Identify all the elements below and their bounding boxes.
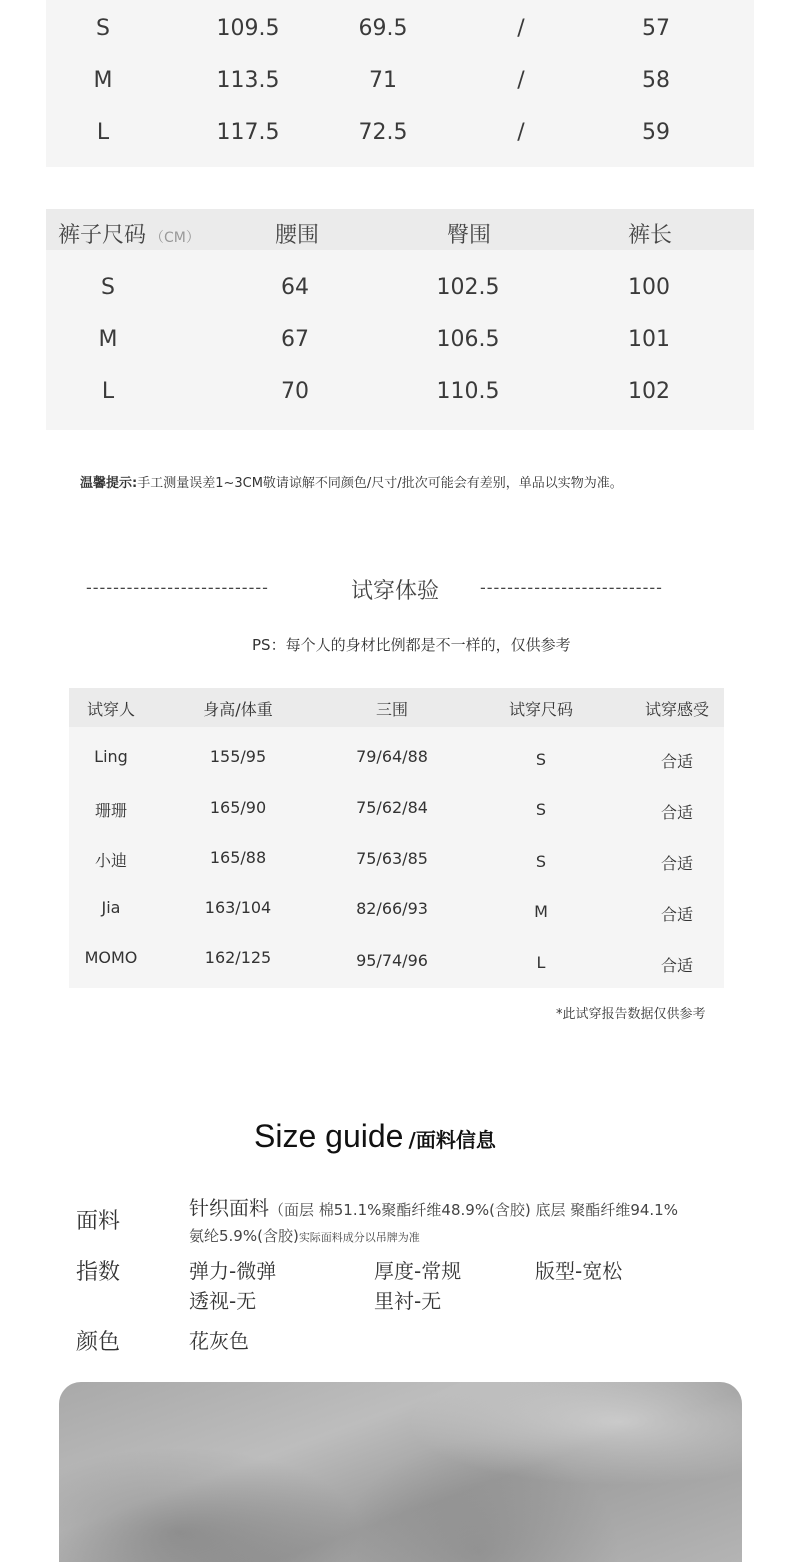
try-on-cell: 155/95 (209, 747, 267, 766)
pants-table-cell: 70 (281, 379, 309, 404)
top-table-cell: 58 (642, 68, 670, 93)
try-on-title: 试穿体验 (351, 579, 440, 604)
fabric-label: 面料 (76, 1209, 121, 1234)
try-on-cell: 82/66/93 (356, 899, 428, 918)
pants-table-cell: 64 (281, 275, 309, 300)
top-table-cell: 71 (369, 68, 397, 93)
pants-table-cell: 101 (628, 327, 670, 352)
try-on-cell: L (536, 953, 546, 972)
unit-label: （CM） (150, 230, 200, 246)
try-on-header-cell: 身高/体重 (203, 700, 273, 719)
pants-table-cell: 67 (281, 327, 309, 352)
try-on-cell: MOMO (84, 948, 138, 967)
try-on-cell: 75/63/85 (356, 849, 428, 868)
index-elasticity: 弹力-微弹 (189, 1259, 277, 1283)
pants-table-cell: 102 (628, 379, 670, 404)
top-table-cell: L (96, 120, 110, 145)
try-on-cell: M (534, 902, 548, 921)
top-table-cell: 57 (642, 16, 670, 41)
try-on-cell: 合适 (660, 803, 694, 822)
pants-table-cell: 106.5 (436, 327, 500, 352)
top-table-cell: / (517, 68, 525, 93)
try-on-header-cell: 试穿人 (86, 700, 136, 719)
try-on-header-cell: 试穿尺码 (508, 700, 574, 719)
color-value: 花灰色 (189, 1329, 249, 1353)
top-table-cell: M (93, 68, 113, 93)
index-thickness: 厚度-常规 (374, 1259, 462, 1283)
try-on-cell: 95/74/96 (356, 951, 428, 970)
try-on-cell: 163/104 (204, 898, 272, 917)
size-guide-subtitle: /面料信息 (408, 1128, 496, 1152)
top-table-cell: / (517, 16, 525, 41)
try-on-cell: S (535, 750, 547, 769)
try-on-cell: 合适 (660, 905, 694, 924)
fabric-detail-note: 实际面料成分以吊牌为准 (298, 1231, 420, 1244)
try-on-cell: Ling (94, 747, 128, 766)
try-on-cell: 合适 (660, 956, 694, 975)
fabric-name: 针织面料 (189, 1196, 269, 1220)
try-on-cell: S (535, 800, 547, 819)
size-guide-heading (254, 1118, 496, 1155)
top-table-cell: 113.5 (216, 68, 280, 93)
try-on-table (69, 688, 724, 988)
try-on-ps: PS：每个人的身材比例都是不一样的，仅供参考 (252, 636, 571, 654)
pants-table-title: 裤子尺码 （CM） (58, 223, 200, 248)
try-on-cell: S (535, 852, 547, 871)
fabric-line-1 (189, 1192, 678, 1221)
measurement-tip (80, 472, 623, 491)
tip-text: 手工测量误差1~3CM敬请谅解不同颜色/尺寸/批次可能会有差别，单品以实物为准。 (137, 476, 623, 491)
pants-header-length: 裤长 (627, 223, 673, 248)
try-on-header-cell: 三围 (375, 700, 409, 719)
index-label: 指数 (76, 1260, 121, 1285)
color-label: 颜色 (76, 1330, 121, 1355)
divider-right: --------------------------- (480, 578, 663, 597)
try-on-footnote: *此试穿报告数据仅供参考 (556, 1007, 706, 1022)
pants-table-cell: M (98, 327, 118, 352)
top-table-cell: 117.5 (216, 120, 280, 145)
top-table-cell: 109.5 (216, 16, 280, 41)
try-on-cell: 小迪 (94, 851, 128, 870)
size-guide-title: Size guide (254, 1118, 404, 1154)
fabric-detail-1: （面层 棉51.1%聚酯纤维48.9%(含胶) 底层 聚酯纤维94.1% (269, 1201, 678, 1219)
top-table-cell: S (96, 16, 110, 41)
top-table-cell: 72.5 (358, 120, 408, 145)
pants-table-cell: S (101, 275, 115, 300)
try-on-header-cell: 试穿感受 (644, 700, 710, 719)
try-on-cell: 79/64/88 (356, 747, 428, 766)
pants-table-cell: 110.5 (436, 379, 500, 404)
index-transparency: 透视-无 (189, 1289, 257, 1313)
try-on-cell: 165/90 (209, 798, 267, 817)
pants-header-waist: 腰围 (274, 223, 320, 248)
top-table-cell: 69.5 (358, 16, 408, 41)
top-table-cell: / (517, 120, 525, 145)
try-on-cell: 75/62/84 (356, 798, 428, 817)
try-on-cell: 合适 (660, 752, 694, 771)
try-on-cell: 合适 (660, 854, 694, 873)
try-on-cell: 162/125 (204, 948, 272, 967)
try-on-cell: 珊珊 (94, 801, 128, 820)
fabric-line-2 (189, 1222, 420, 1246)
divider-left: --------------------------- (86, 578, 269, 597)
pants-header-hip: 臀围 (446, 223, 492, 248)
pants-table-cell: 100 (628, 275, 670, 300)
try-on-cell: 165/88 (209, 848, 267, 867)
top-table-cell: 59 (642, 120, 670, 145)
tip-label: 温馨提示: (80, 476, 138, 491)
index-lining: 里衬-无 (374, 1289, 442, 1313)
try-on-cell: Jia (101, 898, 121, 917)
pants-table-cell: L (101, 379, 115, 404)
pants-table-cell: 102.5 (436, 275, 500, 300)
fabric-swatch-image (59, 1382, 742, 1562)
fabric-detail-2: 氨纶5.9%(含胶) (189, 1227, 299, 1245)
index-fit: 版型-宽松 (535, 1259, 623, 1283)
